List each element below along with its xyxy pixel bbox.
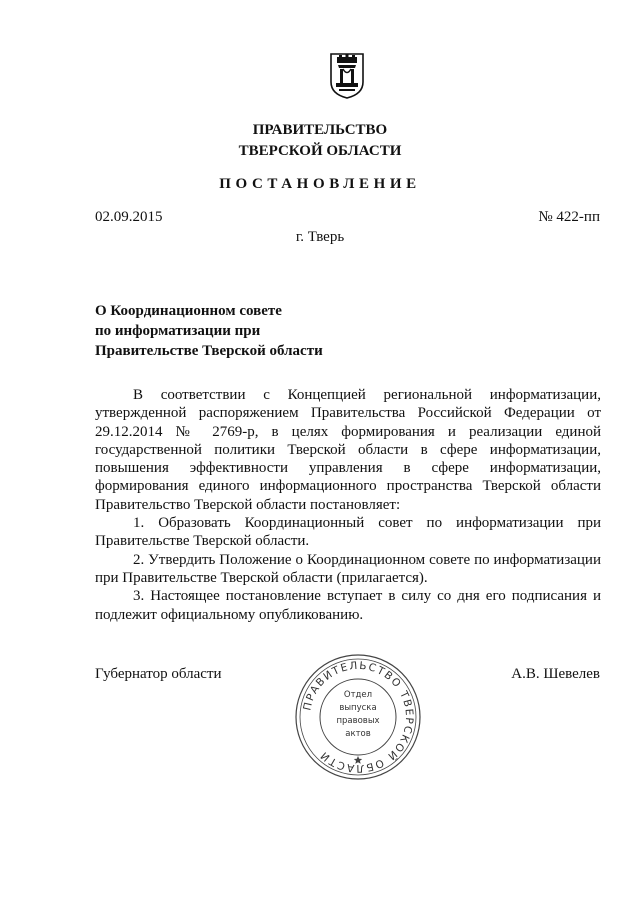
subject-line3: Правительстве Тверской области [95,343,323,359]
stamp-ring-text: ПРАВИТЕЛЬСТВО ТВЕРСКОЙ ОБЛАСТИ [301,659,416,775]
subject-line2: по информатизации при [95,323,261,339]
stamp-center-line3: правовых [336,716,380,726]
document-type-title: ПОСТАНОВЛЕНИЕ [219,176,421,192]
document-date: 02.09.2015 [95,209,163,225]
org-name-line1: ПРАВИТЕЛЬСТВО [252,122,388,138]
document-number: № 422-пп [538,209,600,225]
body-paragraph-preamble: В соответствии с Концепцией региональной информатизации, утвержденной распоряжением Правительства Российской Федерации от 29.12.2014 № 2769-р, в целях формирования и реализации единой государственной политики Тверской области в сфере информатизации, повышения эффективности управления в сфере информатизации, формирования единого информационного пространства Тверской области Правительство Тверской области постановляет: [95,387,601,513]
org-name-line2: ТВЕРСКОЙ ОБЛАСТИ [238,143,402,159]
document-subject [95,301,323,361]
subject-line1: О Координационном совете [95,303,282,319]
stamp-center-line2: выпуска [339,703,377,713]
official-stamp [293,652,423,782]
body-paragraph-item1: 1. Образовать Координационный совет по информатизации при Правительстве Тверской области. [95,515,601,550]
body-paragraph-item2: 2. Утвердить Положение о Координационном совете по информатизации при Правительстве Тверской области (прилагается). [95,551,601,586]
signatory-name: А.В. Шевелев [511,666,600,682]
document-city: г. Тверь [295,229,345,245]
document-body [95,386,601,624]
coat-of-arms-icon [329,52,365,100]
stamp-center-line4: актов [345,729,371,739]
signatory-position: Губернатор области [95,666,222,682]
body-paragraph-item3: 3. Настоящее постановление вступает в силу со дня его подписания и подлежит официальному опубликованию. [95,588,601,623]
stamp-center-line1: Отдел [343,690,373,700]
